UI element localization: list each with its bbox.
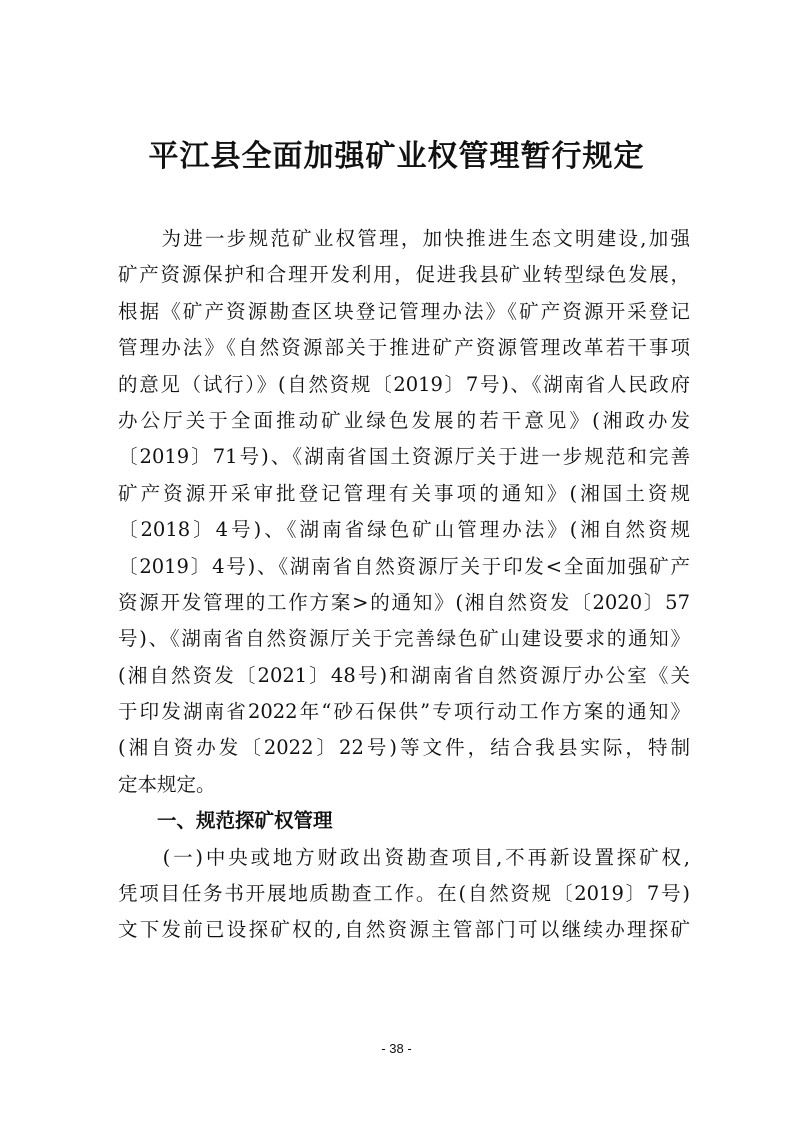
paragraph-line: 根据《矿产资源勘查区块登记管理办法》《矿产资源开采登记 bbox=[118, 299, 690, 323]
paragraph-line: (湘自资办发〔2022〕22号)等文件，结合我县实际，特制 bbox=[118, 736, 690, 760]
paragraph-line: 为进一步规范矿业权管理，加快推进生态文明建设,加强 bbox=[118, 227, 690, 250]
paragraph-line: 文下发前已设探矿权的,自然资源主管部门可以继续办理探矿 bbox=[118, 918, 690, 942]
paragraph-line: (湘自然资发〔2021〕48号)和湖南省自然资源厅办公室《关 bbox=[118, 663, 690, 687]
paragraph-line: 管理办法》《自然资源部关于推进矿产资源管理改革若干事项 bbox=[118, 336, 690, 360]
paragraph-line: 定本规定。 bbox=[118, 772, 216, 796]
paragraph-line: 的意见（试行）》(自然资规〔2019〕7号)、《湖南省人民政府 bbox=[118, 372, 690, 396]
paragraph-line: 〔2019〕71号)、《湖南省国土资源厅关于进一步规范和完善 bbox=[118, 445, 690, 469]
paragraph-line: 号)、《湖南省自然资源厅关于完善绿色矿山建设要求的通知》 bbox=[118, 627, 690, 651]
document-body bbox=[118, 221, 690, 949]
paragraph-line: 凭项目任务书开展地质勘查工作。在(自然资规〔2019〕7号) bbox=[118, 882, 690, 906]
section-heading: 一、规范探矿权管理 bbox=[118, 809, 333, 833]
paragraph-line: 资源开发管理的工作方案>的通知》(湘自然资发〔2020〕57 bbox=[118, 590, 690, 614]
paragraph-line: 〔2018〕4号)、《湖南省绿色矿山管理办法》(湘自然资规 bbox=[118, 518, 690, 542]
page-title: 平江县全面加强矿业权管理暂行规定 bbox=[148, 139, 645, 174]
paragraph-line: (一)中央或地方财政出资勘查项目,不再新设置探矿权, bbox=[118, 845, 690, 869]
paragraph-line: 矿产资源保护和合理开发利用，促进我县矿业转型绿色发展， bbox=[118, 263, 690, 287]
paragraph-line: 办公厅关于全面推动矿业绿色发展的若干意见》(湘政办发 bbox=[118, 408, 690, 432]
paragraph-line: 〔2019〕4号)、《湖南省自然资源厅关于印发<全面加强矿产 bbox=[118, 554, 690, 578]
paragraph-line: 于印发湖南省2022年“砂石保供”专项行动工作方案的通知》 bbox=[118, 700, 690, 724]
paragraph-line: 矿产资源开采审批登记管理有关事项的通知》(湘国土资规 bbox=[118, 481, 690, 505]
page-number: - 38 - bbox=[381, 1041, 412, 1056]
